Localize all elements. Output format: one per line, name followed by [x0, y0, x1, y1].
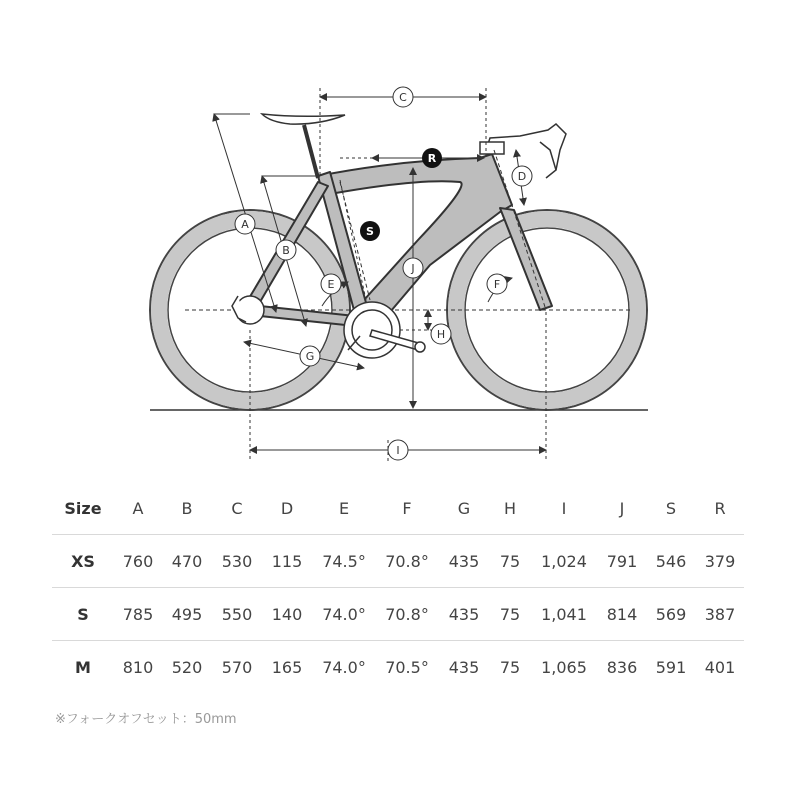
- table-cell: 70.8°: [385, 551, 429, 571]
- table-cell: 760: [122, 551, 154, 571]
- table-cell: 140: [271, 604, 303, 624]
- table-cell: 814: [606, 604, 638, 624]
- table-cell: 435: [448, 657, 480, 677]
- table-cell: 70.5°: [385, 657, 429, 677]
- table-cell: 810: [122, 657, 154, 677]
- col-header-i: I: [561, 498, 567, 518]
- table-cell: 520: [171, 657, 203, 677]
- label-F: [487, 274, 507, 294]
- table-cell: 379: [704, 551, 736, 571]
- table-cell: 470: [171, 551, 203, 571]
- table-cell: 75: [499, 657, 521, 677]
- table-cell: 74.0°: [322, 657, 366, 677]
- rear-derailleur: [232, 296, 264, 324]
- col-header-b: B: [181, 498, 193, 518]
- table-cell: 435: [448, 604, 480, 624]
- table-cell: 791: [606, 551, 638, 571]
- col-header-a: A: [132, 498, 144, 518]
- col-header-d: D: [280, 498, 294, 518]
- label-G: [300, 346, 320, 366]
- table-cell: 75: [499, 551, 521, 571]
- label-D: [512, 166, 532, 186]
- label-I: [388, 440, 408, 460]
- svg-text:G: G: [305, 350, 315, 363]
- col-header-h: H: [503, 498, 517, 518]
- col-header-e: E: [338, 498, 350, 518]
- svg-text:A: A: [241, 218, 249, 231]
- front-wheel: [447, 210, 647, 410]
- size-label: M: [75, 657, 91, 677]
- col-header-s: S: [665, 498, 677, 518]
- bike-frame: [248, 154, 552, 326]
- size-header: Size: [64, 498, 102, 518]
- table-cell: 530: [221, 551, 253, 571]
- table-cell: 70.8°: [385, 604, 429, 624]
- label-B: [276, 240, 296, 260]
- svg-text:E: E: [327, 278, 335, 291]
- col-header-g: G: [457, 498, 471, 518]
- table-cell: 546: [655, 551, 687, 571]
- label-C: [393, 87, 413, 107]
- label-J: [403, 258, 423, 278]
- table-cell: 1,024: [541, 551, 587, 571]
- col-header-r: R: [714, 498, 726, 518]
- table-cell: 74.5°: [322, 551, 366, 571]
- col-header-f: F: [402, 498, 412, 518]
- table-cell: 570: [221, 657, 253, 677]
- label-R: [422, 148, 442, 168]
- table-row: [52, 641, 744, 694]
- table-cell: 435: [448, 551, 480, 571]
- size-label: XS: [71, 551, 95, 571]
- table-cell: 495: [171, 604, 203, 624]
- svg-text:H: H: [436, 328, 446, 341]
- col-header-j: J: [619, 498, 625, 518]
- svg-text:I: I: [396, 444, 400, 457]
- label-E: [321, 274, 341, 294]
- table-cell: 1,041: [541, 604, 587, 624]
- label-S: [360, 221, 380, 241]
- geometry-table: [52, 482, 744, 693]
- table-cell: 74.0°: [322, 604, 366, 624]
- fork-offset-note: ※フォークオフセット：50mm: [55, 712, 237, 727]
- table-cell: 75: [499, 604, 521, 624]
- table-header-row: [52, 482, 744, 535]
- table-row: [52, 588, 744, 641]
- table-cell: 115: [271, 551, 303, 571]
- table-body: [52, 535, 744, 694]
- svg-text:J: J: [411, 262, 415, 275]
- table-cell: 591: [655, 657, 687, 677]
- svg-text:F: F: [493, 278, 501, 291]
- svg-text:S: S: [366, 225, 374, 238]
- size-label: S: [77, 604, 89, 624]
- table-cell: 401: [704, 657, 736, 677]
- table-row: [52, 535, 744, 588]
- table-cell: 387: [704, 604, 736, 624]
- label-H: [431, 324, 451, 344]
- col-header-c: C: [231, 498, 243, 518]
- table-cell: 550: [221, 604, 253, 624]
- table-cell: 569: [655, 604, 687, 624]
- svg-text:D: D: [517, 170, 527, 183]
- table-cell: 836: [606, 657, 638, 677]
- table-cell: 165: [271, 657, 303, 677]
- table-cell: 1,065: [541, 657, 587, 677]
- table-cell: 785: [122, 604, 154, 624]
- svg-text:B: B: [282, 244, 290, 257]
- saddle: [262, 114, 345, 178]
- svg-text:C: C: [399, 91, 407, 104]
- svg-text:R: R: [427, 152, 437, 165]
- label-A: [235, 214, 255, 234]
